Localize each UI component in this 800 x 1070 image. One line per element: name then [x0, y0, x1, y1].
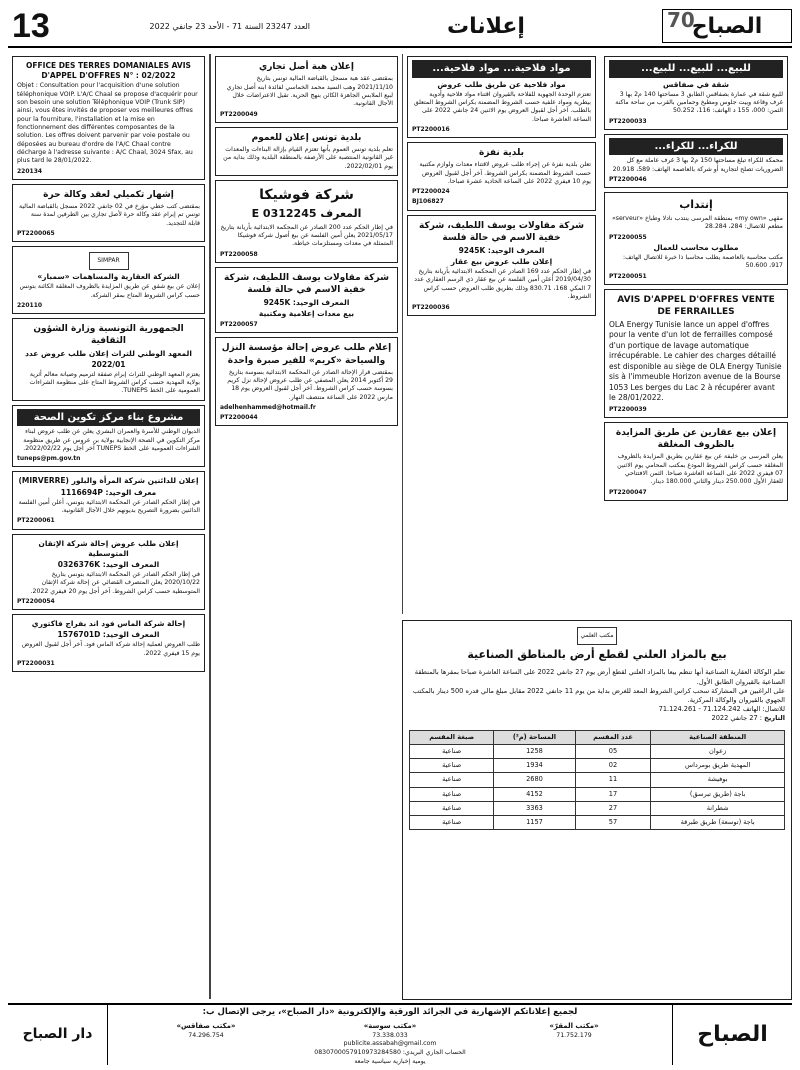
- ad-youssef-text: في إطار الحكم عدد 169 الصادر عن المحكمة الابتدائية بأريانة بتاريخ 2019/04/30 أعلن أمين الفلسة عن بيع عقار ذي الرسم العقاري عدد 7 المكي 168، 830.71 وذلك بطريق طلب العروض حسب كراس الشروط.: [414, 268, 591, 301]
- auction-col-header: المنطقة الصناعية: [651, 730, 785, 744]
- auction-row: [410, 744, 785, 758]
- ad-ref: PT2200065: [17, 230, 55, 238]
- ad-ref: 220110: [17, 302, 43, 310]
- auction-col-header: المساحة (م²): [494, 730, 575, 744]
- ad-property-title: إعلان بيع عقارين عن طريق المزايدة بالظروف المغلقة: [615, 428, 777, 451]
- page-header: [8, 6, 792, 48]
- issue-line: العدد 23247 السنة 71 - الأحد 23 جانفي 2022: [149, 21, 310, 31]
- ad-sale: [604, 56, 788, 130]
- auction-cell: 17: [575, 787, 651, 801]
- ad-tunis-text: تعلم بلدية تونس العموم بأنها تعتزم القيام بإزالة البناءات والمعدات غير القانونية المنتصبة على الأرصفة بالمنطقة البلدية وذلك بداية من يوم 2022/02/01.: [223, 145, 393, 170]
- ad-office-terres: [12, 56, 205, 180]
- ad-farm-sub: مواد فلاحية عن طريق طلب عروض: [437, 79, 566, 89]
- office-hq-phone: 71.752.179: [556, 1031, 592, 1039]
- auction-cell: صناعية: [410, 744, 494, 758]
- ad-hiring-title: إنتداب: [679, 198, 713, 212]
- auction-date-value: 27 جانفي 2022: [711, 714, 758, 723]
- auction-notice: [402, 620, 792, 1000]
- ad-foshika-id: المعرف 0312245 E: [251, 206, 362, 220]
- page-number: 13: [12, 6, 50, 45]
- auction-date: التاريخ : 27 جانفي 2022: [711, 714, 785, 723]
- ad-mirverre-id: معرف الوحيد: 1116694P: [60, 487, 157, 497]
- auction-contact: للاتصال: الهاتف 71.124.242 - 71.124.261: [658, 705, 785, 714]
- ad-ministry-sub: المعهد الوطني للتراث إعلان طلب عروض عدد 2022/01: [25, 349, 192, 369]
- auction-cell: زعوان: [651, 744, 785, 758]
- auction-row: [410, 816, 785, 830]
- ad-tender-contact: tuneps@pm.gov.tn: [17, 455, 81, 463]
- office-sfax-name: «مكتب صفاقس»: [176, 1021, 236, 1030]
- ad-accountant-title: مطلوب محاسب للعمال: [653, 242, 739, 252]
- auction-cell: 1157: [494, 816, 575, 830]
- ad-foshika-title: شركة فوشيكا: [259, 186, 354, 203]
- ad-tunis-title: بلدية تونس إعلان للعموم: [251, 132, 362, 143]
- auction-cell: 1934: [494, 759, 575, 773]
- auction-cell: 05: [575, 744, 651, 758]
- column-4: [8, 54, 210, 999]
- auction-col-header: صبغة المقسم: [410, 730, 494, 744]
- auction-col-header: عدد المقسم: [575, 730, 651, 744]
- ad-ministry-text: يعتزم المعهد الوطني للتراث إبرام صفقة لترميم وصيانة معالم أثرية بولاية المهدية حسب كراس الشروط المتاح على منظومة الشراءات العمومية على الخط TUNEPS.: [29, 370, 200, 395]
- ad-ref: PT2200031: [17, 660, 55, 668]
- ad-farm: [407, 56, 596, 138]
- office-sousse-name: «مكتب سوسة»: [363, 1021, 417, 1030]
- ad-foshika-text: في إطار الحكم عدد 200 الصادر عن المحكمة الابتدائية بأريانة بتاريخ 2021/05/17 يعلن أمين الفلسة عن بيع أصول شركة فوشيكا المتمثلة في معدات ومستلزمات خياطة.: [220, 223, 393, 248]
- ad-ola-energy: [604, 289, 788, 418]
- auction-cell: باجة (توسعة) طريق طبرقة: [651, 816, 785, 830]
- auction-cell: بوفيشة: [651, 773, 785, 787]
- ad-ref: PT2200057: [220, 321, 258, 329]
- auction-cell: صناعية: [410, 801, 494, 815]
- ad-agency: [12, 184, 205, 242]
- ad-youssef2-id: المعرف الوحيد: 9245K: [263, 298, 350, 308]
- auction-cell: صناعية: [410, 773, 494, 787]
- ad-hiring: [604, 192, 788, 285]
- auction-intro: تعلم الوكالة العقارية الصناعية أنها تنظم بيعا بالمزاد العلني لقطع أرض يوم 27 جانفي 2022 على الساعة العاشرة صباحا بمقرها بالمنطقة الصناعية بالقيروان الطابق الأول.: [414, 668, 785, 686]
- ad-farm-text: تعتزم الوحدة الجهوية للفلاحة بالقيروان اقتناء مواد فلاحية وأدوية بيطرية ومواد علفية حسب الشروط المضمنة بكراس الشروط المتعلق بالطلب. آخر أجل لقبول العروض يوم الاثنين 24 جانفي 2022 على الساعة العاشرة صباحا.: [413, 90, 591, 123]
- auction-cell: 3363: [494, 801, 575, 815]
- footer-logo-text: الصباح: [697, 1021, 768, 1047]
- ad-hiring-text: مقهى «my own» بمنطقة المرسى ينتدب نادلا وطباخ «serveur» مطعم للاتصال: 284، 28.284: [611, 214, 783, 231]
- ad-municipality-title: بلدية نفزة: [479, 148, 524, 159]
- footer-email[interactable]: publicite.assabah@gmail.com: [343, 1040, 437, 1048]
- ad-almas-id: المعرف الوحيد: 1576701D: [57, 630, 160, 640]
- footer-account: الحساب الجاري البريدي: 0830700057910973284580: [314, 1049, 466, 1057]
- ad-youssef2-sub: بيع معدات إعلامية ومكتبية: [258, 309, 355, 319]
- office-sousse: [298, 1022, 482, 1040]
- ad-agency-title: إشهار تكميلي لعقد وكالة حرة: [43, 189, 174, 200]
- ad-agency-text: بمقتضى كتب خطي مؤرخ في 02 جانفي 2022 مسجل بالقباضة المالية تونس تم إبرام عقد وكالة حرة لأصل تجاري بين الطرفين لمدة سنة قابلة للتجديد.: [19, 203, 200, 227]
- ad-almas-text: طلب العروض لعملية إحالة شركة الماس فود. آخر أجل لقبول العروض يوم 15 فيفري 2022.: [21, 641, 200, 657]
- ad-itqan-title: إعلان طلب عروض إحالة شركة الإتقان المتوسطية: [38, 538, 179, 558]
- ad-office-text: Objet : Consultation pour l'acquisition d'une solution téléphonique VOIP. L'A/C Chaal se propose d'acquérir pour son besoin une solution Téléphonique VOIP (Trunk SIP) ainsi, vous êtes invités de proposer vos meilleures offres pour la fourniture, l'installation et la mise en fonctionnement des différentes composantes de la solution. Les offres doivent parvenir par voie postale ou déposées au bureau d'ordre de l'A/C Chaal contre décharge à l'adresse suivante : A/C Chaal, 3024 Sfax, au plus tard le 28/01/2022.: [17, 82, 198, 165]
- footer-contact: [108, 1005, 672, 1065]
- ad-ref: PT2200024: [412, 188, 450, 196]
- ad-youssef2-title: شركة مقاولات يوسف اللطيف، شركة خفية الاسم في حالة فلسة: [224, 272, 389, 295]
- ad-itqan-text: في إطار الحكم الصادر عن المحكمة الابتدائية بتونس بتاريخ 2020/10/22 يعلن المتصرف القضائي عن إحالة شركة الإتقان المتوسطية حسب كراس الشروط. آخر أجل يوم 20 فيفري 2022.: [30, 570, 200, 595]
- logo-text: الصباح: [691, 13, 763, 39]
- auction-date-label: التاريخ: [764, 714, 785, 723]
- auction-title: بيع بالمزاد العلني لقطع أرض بالمناطق الصناعية: [467, 648, 727, 661]
- auction-cell: 1258: [494, 744, 575, 758]
- ad-youssef-id: المعرف الوحيد: 9245K: [458, 245, 545, 255]
- ad-ref: PT2200061: [17, 517, 55, 525]
- simpar-logo: SIMPAR: [89, 252, 129, 270]
- ad-tender-title: مشروع بناء مركز تكوين الصحة: [17, 409, 200, 427]
- ad-property-text: يعلن المرسى بن خليفة عن بيع عقارين بطريق المزايدة بالظروف المغلقة حسب كراس الشروط المودع بمكتب المحامي يوم الاثنين 07 فيفري 2022 على الساعة العاشرة صباحا. الثمن الافتتاحي للعقار الأول 250.000 دينار والثاني 180.000 دينار.: [617, 453, 783, 486]
- ad-ref: PT2200036: [412, 303, 450, 311]
- ad-mirverre: [12, 471, 205, 529]
- ad-tourism-title: إعلام طلب عروض إحالة مؤسسة النزل والسياحة «كريم» للفير صبرة واحدة: [221, 343, 392, 366]
- ad-farm-title: مواد فلاحية... مواد فلاحية...: [412, 60, 591, 78]
- ad-tourism-text: بمقتضى قرار الإحالة الصادر عن المحكمة الابتدائية بسوسة بتاريخ 29 أكتوبر 2014 يعلن المصفي عن طلب عروض لإحالة نزل كريم بسوسة حسب كراس الشروط. آخر أجل لقبول العروض يوم 18 مارس 2022 على الساعة منتصف النهار.: [227, 368, 393, 401]
- ad-ref: PT2200055: [609, 233, 647, 241]
- column-3: [210, 54, 402, 999]
- ad-youssef-title: شركة مقاولات يوسف اللطيف، شركة خفية الاسم في حالة فلسة: [419, 220, 584, 243]
- ad-youssef-2: [215, 267, 398, 334]
- ad-itqan: [12, 534, 205, 611]
- auction-cell: 11: [575, 773, 651, 787]
- auction-cell: المهدية طريق بومرداس: [651, 759, 785, 773]
- ad-ref: PT2200039: [609, 405, 647, 413]
- ad-tourism: [215, 337, 398, 426]
- section-title: إعلانات: [447, 13, 525, 39]
- ad-ref: PT2200051: [609, 272, 647, 280]
- footer-tagline: يومية إخبارية سياسية جامعة: [354, 1057, 426, 1065]
- column-2: [402, 54, 600, 614]
- ad-ref: PT2200049: [220, 110, 258, 118]
- ad-almas-title: إحالة شركة الماس فود اند بفراج فاكتوري: [31, 619, 186, 629]
- ad-municipality: [407, 142, 596, 210]
- ad-tender-text: الديوان الوطني للأسرة والعمران البشري يعلن عن طلب عروض لبناء مركز التكوين في الصحة الإنجابية بولاية بن عروس عن طريق منظومة الشراءات العمومية على الخط TUNEPS آخر أجل يوم 2022/02/22.: [23, 428, 200, 453]
- ad-ref: PT2200047: [609, 488, 647, 496]
- ad-accountant-text: مكتب محاسبة بالعاصمة يطلب محاسبا ذا خبرة للاتصال الهاتف: 917، 50.600: [623, 253, 783, 270]
- ad-ola-title: AVIS D'APPEL D'OFFRES VENTE DE FERRAILLES: [617, 294, 775, 317]
- ad-ref: PT2200033: [609, 117, 647, 125]
- ad-almas: [12, 614, 205, 672]
- ad-ref: PT2200046: [609, 176, 647, 184]
- ad-sale-title: للبيع... للبيع... للبيع...: [609, 60, 783, 78]
- auction-cell: 02: [575, 759, 651, 773]
- auction-cell: صناعية: [410, 816, 494, 830]
- ad-sale-sub: شقة في صفاقس: [662, 79, 730, 89]
- auction-cell: صناعية: [410, 787, 494, 801]
- ad-ref: PT2200058: [220, 250, 258, 258]
- logo-years: 70: [667, 8, 695, 32]
- ad-ola-text: OLA Energy Tunisie lance un appel d'offres pour la vente d'un lot de ferrailles composé d'un portique de lavage automatique irrécupérable. Le cahier des charges détaillé est disponible au siège de OLA Energy Tunisie sis à l'immeuble Horizon avenue de la Bourse 1053 Les berges du Lac 2 à récupérer avant le 28/01/2022.: [609, 319, 782, 403]
- office-sfax: [114, 1022, 298, 1040]
- ad-ref: PT2200044: [220, 414, 258, 422]
- auction-table: [409, 730, 785, 831]
- page-footer: [8, 1003, 792, 1065]
- auction-cell: 27: [575, 801, 651, 815]
- auction-cell: 57: [575, 816, 651, 830]
- ad-ref: 220134: [17, 167, 43, 175]
- ad-ministry-title: الجمهورية التونسية وزارة الشؤون الثقافية: [33, 324, 184, 347]
- ad-ref: PT2200016: [412, 126, 450, 134]
- ad-property-notice: [604, 422, 788, 501]
- footer-logo: [672, 1005, 792, 1065]
- ad-tunis: [215, 127, 398, 176]
- newspaper-logo: [662, 9, 792, 43]
- office-sousse-phone: 73.338.033: [372, 1031, 408, 1039]
- ad-commercial-title: إعلان هبة أصل تجاري: [258, 62, 354, 72]
- office-sfax-phone: 74.296.754: [188, 1031, 224, 1039]
- auction-details: على الراغبين في المشاركة سحب كراس الشروط المعد للغرض بداية من يوم 11 جانفي 2022 مقابل مبلغ مالي قدره 500 دينار بالمكتب الجهوي بالقيروان والوكالة المركزية.: [412, 686, 785, 705]
- ad-rent: [604, 134, 788, 188]
- ad-ref: BJ106827: [412, 198, 444, 206]
- auction-cell: 2680: [494, 773, 575, 787]
- auction-cell: 4152: [494, 787, 575, 801]
- ad-tender: [12, 405, 205, 468]
- auction-cell: باجة (طريق تبرسق): [651, 787, 785, 801]
- office-hq: [482, 1022, 666, 1040]
- ad-youssef-sub: إعلان طلب عروض بيع عقار: [450, 256, 553, 266]
- office-hq-name: «مكتب المقرّ»: [549, 1021, 599, 1030]
- ad-simpar: [12, 246, 205, 314]
- ad-mirverre-title: إعلان للدائنين شركة المرأة والبلور (MIRVERRE): [18, 476, 199, 486]
- auction-row: [410, 787, 785, 801]
- auction-cell: شطرانة: [651, 801, 785, 815]
- ad-ministry: [12, 318, 205, 401]
- ad-simpar-sub: الشركة العقارية والمساهمات «سمبار»: [37, 272, 180, 282]
- auction-row: [410, 759, 785, 773]
- ad-ref: PT2200054: [17, 597, 55, 605]
- ad-simpar-text: إعلان عن بيع شقق عن طريق المزايدة بالظروف المغلقة الكائنة بتونس حسب كراس الشروط المتاح بمقر الشركة.: [19, 283, 200, 299]
- ad-commercial-text: بمقتضى عقد هبة مسجل بالقباضة المالية تونس بتاريخ 2021/11/10 وهب السيد محمد الخماسي لفائدة ابنه أصل تجاري لبيع الملابس الجاهزة الكائن بنهج الحرية. تقبل الاعتراضات خلال الآجال القانونية.: [226, 75, 393, 108]
- ad-commercial: [215, 56, 398, 123]
- ad-municipality-text: تعلن بلدية نفزة عن إجراء طلب عروض لاقتناء معدات ولوازم مكتبية حسب الشروط المضمنة بكراس الشروط. آخر أجل لقبول العروض يوم 10 فيفري 2022 على الساعة الحادية عشرة صباحا.: [419, 161, 591, 186]
- ad-mirverre-text: في إطار الحكم الصادر عن المحكمة الابتدائية بتونس، أعلن أمين الفلسة الدائنين بضرورة التصريح بديونهم خلال الآجال القانونية.: [18, 498, 200, 515]
- footer-right-logo: دار الصباح: [8, 1005, 108, 1065]
- ad-sale-text: للبيع شقة في عمارة بصفاقس الطابق 3 مساحتها 140 م2 بها 3 غرف وقاعة وبيت جلوس ومطبخ وحمامين بالقرب من ساحة ماكنة الثمن: 000، 155 د الهاتف: 116، 50.252: [615, 90, 783, 115]
- ad-rent-text: محمكة للكراء تبلغ مساحتها 150 م2 بها 3 غرف عاملة مع كل الضروريات تصلح لتجارية أو شركة بالعاصمة الهاتف: 589، 20.918: [612, 157, 783, 173]
- auction-logo: مكتب العلمي: [577, 627, 617, 645]
- ad-rent-title: للكراء... للكراء...: [609, 138, 783, 156]
- ad-itqan-id: المعرف الوحيد: 0326376K: [57, 559, 160, 569]
- auction-cell: صناعية: [410, 759, 494, 773]
- ad-office-title: OFFICE DES TERRES DOMANIALES AVIS D'APPEL D'OFFRES N° : 02/2022: [26, 61, 191, 81]
- ad-youssef: [407, 215, 596, 316]
- auction-row: [410, 773, 785, 787]
- auction-row: [410, 801, 785, 815]
- ad-tourism-contact: adelhenhammed@hotmail.fr: [220, 404, 316, 412]
- ad-foshika: [215, 180, 398, 263]
- footer-offices: [114, 1022, 666, 1040]
- footer-headline: لجميع إعلاناتكم الإشهارية في الجرائد الورقية والإلكترونية «دار الصباح»، يرجى الإتصال ب:: [202, 1007, 578, 1017]
